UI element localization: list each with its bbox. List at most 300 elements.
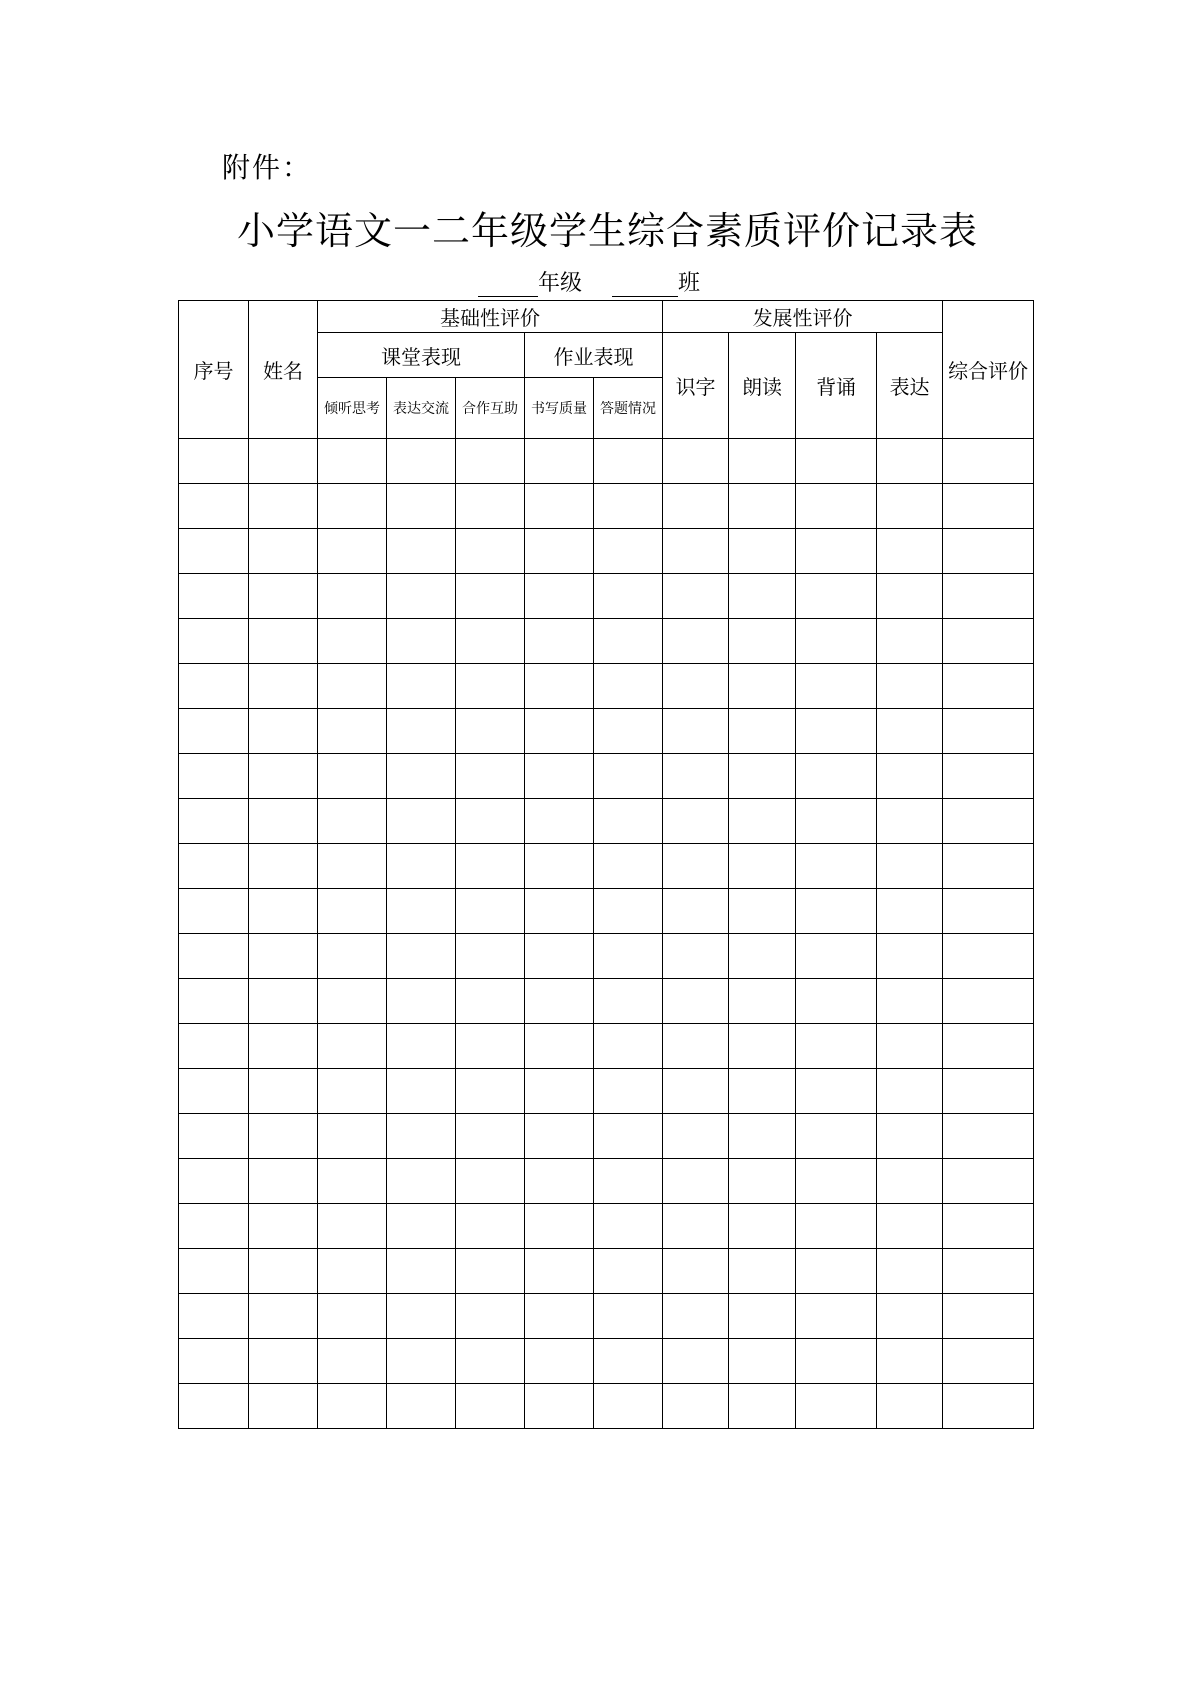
table-cell[interactable]	[877, 1114, 943, 1159]
table-cell[interactable]	[456, 439, 525, 484]
table-cell[interactable]	[456, 799, 525, 844]
table-cell[interactable]	[318, 1384, 387, 1429]
table-cell[interactable]	[663, 1294, 729, 1339]
table-row	[179, 1204, 1034, 1249]
table-cell[interactable]	[179, 1384, 249, 1429]
table-cell[interactable]	[249, 619, 318, 664]
table-cell[interactable]	[249, 1294, 318, 1339]
table-cell[interactable]	[663, 979, 729, 1024]
header-expression: 表达	[877, 333, 943, 439]
table-cell[interactable]	[796, 439, 877, 484]
table-row	[179, 754, 1034, 799]
table-cell[interactable]	[525, 1069, 594, 1114]
table-cell[interactable]	[456, 1339, 525, 1384]
table-cell[interactable]	[877, 1159, 943, 1204]
table-cell[interactable]	[456, 529, 525, 574]
table-cell[interactable]	[387, 1159, 456, 1204]
table-cell[interactable]	[249, 889, 318, 934]
table-cell[interactable]	[663, 664, 729, 709]
table-cell[interactable]	[877, 979, 943, 1024]
table-cell[interactable]	[796, 574, 877, 619]
table-cell[interactable]	[663, 1159, 729, 1204]
table-cell[interactable]	[179, 889, 249, 934]
table-cell[interactable]	[943, 619, 1034, 664]
table-cell[interactable]	[179, 439, 249, 484]
table-cell[interactable]	[943, 799, 1034, 844]
table-cell[interactable]	[249, 754, 318, 799]
table-cell[interactable]	[729, 1069, 796, 1114]
table-cell[interactable]	[796, 1294, 877, 1339]
table-cell[interactable]	[594, 1114, 663, 1159]
table-cell[interactable]	[525, 1024, 594, 1069]
class-suffix: 班	[678, 271, 701, 296]
table-cell[interactable]	[877, 1204, 943, 1249]
table-cell[interactable]	[594, 574, 663, 619]
table-cell[interactable]	[594, 619, 663, 664]
table-cell[interactable]	[179, 574, 249, 619]
table-cell[interactable]	[387, 979, 456, 1024]
table-cell[interactable]	[387, 754, 456, 799]
table-cell[interactable]	[456, 709, 525, 754]
table-cell[interactable]	[387, 619, 456, 664]
table-cell[interactable]	[456, 1159, 525, 1204]
table-cell[interactable]	[525, 1249, 594, 1294]
table-cell[interactable]	[387, 1069, 456, 1114]
table-cell[interactable]	[796, 1384, 877, 1429]
table-cell[interactable]	[594, 1159, 663, 1204]
table-row	[179, 799, 1034, 844]
table-cell[interactable]	[729, 1294, 796, 1339]
table-cell[interactable]	[594, 709, 663, 754]
table-cell[interactable]	[525, 709, 594, 754]
table-cell[interactable]	[943, 1069, 1034, 1114]
table-cell[interactable]	[179, 1024, 249, 1069]
table-cell[interactable]	[594, 1249, 663, 1294]
table-cell[interactable]	[729, 1159, 796, 1204]
table-cell[interactable]	[456, 1024, 525, 1069]
table-cell[interactable]	[456, 1204, 525, 1249]
table-cell[interactable]	[387, 799, 456, 844]
table-cell[interactable]	[877, 754, 943, 799]
table-cell[interactable]	[318, 1249, 387, 1294]
table-cell[interactable]	[796, 1114, 877, 1159]
table-cell[interactable]	[387, 889, 456, 934]
table-cell[interactable]	[594, 754, 663, 799]
table-cell[interactable]	[249, 709, 318, 754]
table-cell[interactable]	[456, 484, 525, 529]
table-cell[interactable]	[729, 799, 796, 844]
table-cell[interactable]	[525, 1114, 594, 1159]
table-row	[179, 1114, 1034, 1159]
table-cell[interactable]	[877, 889, 943, 934]
table-cell[interactable]	[249, 574, 318, 619]
table-cell[interactable]	[663, 799, 729, 844]
table-cell[interactable]	[387, 1294, 456, 1339]
table-cell[interactable]	[663, 1249, 729, 1294]
table-cell[interactable]	[318, 1159, 387, 1204]
table-cell[interactable]	[387, 1249, 456, 1294]
table-cell[interactable]	[456, 619, 525, 664]
table-cell[interactable]	[318, 1024, 387, 1069]
table-cell[interactable]	[796, 1024, 877, 1069]
table-cell[interactable]	[796, 844, 877, 889]
table-cell[interactable]	[729, 439, 796, 484]
table-cell[interactable]	[663, 619, 729, 664]
table-cell[interactable]	[663, 574, 729, 619]
table-cell[interactable]	[796, 709, 877, 754]
table-cell[interactable]	[796, 664, 877, 709]
grade-suffix: 年级	[538, 271, 583, 296]
table-cell[interactable]	[796, 799, 877, 844]
table-cell[interactable]	[249, 1159, 318, 1204]
table-cell[interactable]	[179, 709, 249, 754]
table-cell[interactable]	[877, 1249, 943, 1294]
table-cell[interactable]	[729, 934, 796, 979]
table-cell[interactable]	[318, 889, 387, 934]
table-cell[interactable]	[663, 1204, 729, 1249]
table-cell[interactable]	[729, 574, 796, 619]
table-cell[interactable]	[943, 574, 1034, 619]
table-cell[interactable]	[179, 934, 249, 979]
table-cell[interactable]	[729, 754, 796, 799]
table-cell[interactable]	[663, 889, 729, 934]
table-cell[interactable]	[249, 664, 318, 709]
table-cell[interactable]	[249, 1024, 318, 1069]
table-cell[interactable]	[249, 799, 318, 844]
table-cell[interactable]	[525, 1204, 594, 1249]
table-cell[interactable]	[525, 1159, 594, 1204]
table-cell[interactable]	[179, 754, 249, 799]
table-cell[interactable]	[179, 1339, 249, 1384]
table-cell[interactable]	[456, 754, 525, 799]
table-cell[interactable]	[943, 1249, 1034, 1294]
table-cell[interactable]	[249, 844, 318, 889]
table-cell[interactable]	[729, 844, 796, 889]
table-cell[interactable]	[456, 664, 525, 709]
table-cell[interactable]	[663, 439, 729, 484]
table-cell[interactable]	[318, 664, 387, 709]
table-cell[interactable]	[877, 844, 943, 889]
table-cell[interactable]	[179, 1204, 249, 1249]
table-cell[interactable]	[249, 934, 318, 979]
table-row	[179, 484, 1034, 529]
table-cell[interactable]	[387, 1114, 456, 1159]
table-row	[179, 1069, 1034, 1114]
table-cell[interactable]	[456, 1249, 525, 1294]
table-cell[interactable]	[249, 1069, 318, 1114]
table-cell[interactable]	[456, 934, 525, 979]
header-basic-eval: 基础性评价	[318, 301, 663, 333]
header-homework-performance: 作业表现	[525, 333, 663, 378]
table-row	[179, 934, 1034, 979]
table-cell[interactable]	[179, 1249, 249, 1294]
table-cell[interactable]	[796, 934, 877, 979]
table-cell[interactable]	[943, 1159, 1034, 1204]
table-cell[interactable]	[796, 979, 877, 1024]
table-cell[interactable]	[387, 574, 456, 619]
table-cell[interactable]	[943, 1339, 1034, 1384]
table-cell[interactable]	[663, 1114, 729, 1159]
table-cell[interactable]	[594, 1339, 663, 1384]
table-cell[interactable]	[318, 529, 387, 574]
table-cell[interactable]	[318, 934, 387, 979]
table-cell[interactable]	[318, 754, 387, 799]
table-cell[interactable]	[318, 1114, 387, 1159]
table-cell[interactable]	[796, 529, 877, 574]
table-cell[interactable]	[387, 664, 456, 709]
table-cell[interactable]	[663, 844, 729, 889]
grade-class-line	[478, 267, 700, 297]
table-cell[interactable]	[249, 1249, 318, 1294]
table-cell[interactable]	[525, 574, 594, 619]
table-cell[interactable]	[179, 979, 249, 1024]
table-cell[interactable]	[877, 439, 943, 484]
table-cell[interactable]	[179, 844, 249, 889]
table-cell[interactable]	[318, 799, 387, 844]
table-cell[interactable]	[318, 1294, 387, 1339]
table-cell[interactable]	[456, 889, 525, 934]
table-cell[interactable]	[249, 1204, 318, 1249]
table-cell[interactable]	[796, 1069, 877, 1114]
table-cell[interactable]	[663, 529, 729, 574]
table-cell[interactable]	[663, 1069, 729, 1114]
table-cell[interactable]	[456, 574, 525, 619]
table-cell[interactable]	[387, 934, 456, 979]
table-cell[interactable]	[525, 1294, 594, 1339]
table-cell[interactable]	[663, 1384, 729, 1429]
table-cell[interactable]	[525, 979, 594, 1024]
table-cell[interactable]	[796, 889, 877, 934]
table-cell[interactable]	[729, 619, 796, 664]
table-cell[interactable]	[318, 619, 387, 664]
table-cell[interactable]	[594, 529, 663, 574]
table-cell[interactable]	[249, 1384, 318, 1429]
table-cell[interactable]	[729, 1384, 796, 1429]
table-cell[interactable]	[525, 799, 594, 844]
table-cell[interactable]	[943, 844, 1034, 889]
table-cell[interactable]	[943, 1024, 1034, 1069]
table-cell[interactable]	[318, 1204, 387, 1249]
table-cell[interactable]	[943, 979, 1034, 1024]
table-cell[interactable]	[249, 979, 318, 1024]
table-cell[interactable]	[525, 439, 594, 484]
table-cell[interactable]	[729, 484, 796, 529]
table-cell[interactable]	[877, 529, 943, 574]
table-cell[interactable]	[796, 484, 877, 529]
table-cell[interactable]	[594, 1384, 663, 1429]
table-row	[179, 844, 1034, 889]
table-cell[interactable]	[525, 889, 594, 934]
table-cell[interactable]	[729, 664, 796, 709]
header-seq: 序号	[179, 301, 249, 439]
table-cell[interactable]	[387, 1204, 456, 1249]
table-cell[interactable]	[456, 1294, 525, 1339]
table-cell[interactable]	[594, 934, 663, 979]
table-cell[interactable]	[729, 889, 796, 934]
table-cell[interactable]	[943, 889, 1034, 934]
table-cell[interactable]	[249, 1114, 318, 1159]
table-cell[interactable]	[525, 844, 594, 889]
table-row	[179, 709, 1034, 754]
table-cell[interactable]	[877, 709, 943, 754]
table-cell[interactable]	[663, 1024, 729, 1069]
table-cell[interactable]	[943, 1294, 1034, 1339]
header-communication: 表达交流	[387, 378, 456, 439]
table-cell[interactable]	[179, 1114, 249, 1159]
class-blank[interactable]	[612, 274, 678, 297]
table-cell[interactable]	[594, 1204, 663, 1249]
table-cell[interactable]	[729, 1249, 796, 1294]
table-cell[interactable]	[179, 799, 249, 844]
table-cell[interactable]	[387, 484, 456, 529]
table-cell[interactable]	[594, 889, 663, 934]
table-cell[interactable]	[318, 979, 387, 1024]
table-cell[interactable]	[663, 709, 729, 754]
table-cell[interactable]	[179, 664, 249, 709]
table-row	[179, 1294, 1034, 1339]
table-cell[interactable]	[525, 754, 594, 799]
table-row	[179, 619, 1034, 664]
header-answers: 答题情况	[594, 378, 663, 439]
table-cell[interactable]	[877, 574, 943, 619]
table-cell[interactable]	[877, 664, 943, 709]
table-cell[interactable]	[729, 1204, 796, 1249]
table-cell[interactable]	[594, 799, 663, 844]
table-cell[interactable]	[594, 844, 663, 889]
table-cell[interactable]	[943, 934, 1034, 979]
table-cell[interactable]	[943, 709, 1034, 754]
table-row	[179, 574, 1034, 619]
table-cell[interactable]	[525, 1384, 594, 1429]
table-cell[interactable]	[594, 664, 663, 709]
table-cell[interactable]	[525, 529, 594, 574]
table-cell[interactable]	[456, 844, 525, 889]
table-cell[interactable]	[943, 1384, 1034, 1429]
table-cell[interactable]	[663, 934, 729, 979]
table-cell[interactable]	[249, 529, 318, 574]
table-cell[interactable]	[729, 709, 796, 754]
table-cell[interactable]	[729, 979, 796, 1024]
table-cell[interactable]	[943, 439, 1034, 484]
table-cell[interactable]	[877, 1294, 943, 1339]
table-cell[interactable]	[594, 1294, 663, 1339]
header-reading: 朗读	[729, 333, 796, 439]
table-cell[interactable]	[387, 439, 456, 484]
table-cell[interactable]	[877, 619, 943, 664]
table-row	[179, 664, 1034, 709]
table-cell[interactable]	[318, 1069, 387, 1114]
header-name: 姓名	[249, 301, 318, 439]
table-cell[interactable]	[943, 754, 1034, 799]
table-row	[179, 1159, 1034, 1204]
table-cell[interactable]	[877, 484, 943, 529]
table-row	[179, 1339, 1034, 1384]
table-cell[interactable]	[249, 1339, 318, 1384]
table-cell[interactable]	[525, 664, 594, 709]
table-cell[interactable]	[594, 1069, 663, 1114]
table-cell[interactable]	[594, 484, 663, 529]
table-cell[interactable]	[249, 439, 318, 484]
table-cell[interactable]	[943, 529, 1034, 574]
table-cell[interactable]	[663, 754, 729, 799]
table-cell[interactable]	[796, 1339, 877, 1384]
table-row	[179, 1249, 1034, 1294]
table-cell[interactable]	[877, 934, 943, 979]
header-class-performance: 课堂表现	[318, 333, 525, 378]
table-cell[interactable]	[318, 709, 387, 754]
table-cell[interactable]	[796, 1204, 877, 1249]
table-cell[interactable]	[943, 1114, 1034, 1159]
table-cell[interactable]	[179, 1294, 249, 1339]
table-cell[interactable]	[943, 1204, 1034, 1249]
table-cell[interactable]	[594, 439, 663, 484]
table-cell[interactable]	[594, 1024, 663, 1069]
table-cell[interactable]	[525, 484, 594, 529]
table-cell[interactable]	[179, 1069, 249, 1114]
table-cell[interactable]	[179, 529, 249, 574]
table-cell[interactable]	[456, 1069, 525, 1114]
table-cell[interactable]	[318, 484, 387, 529]
table-cell[interactable]	[456, 979, 525, 1024]
table-cell[interactable]	[729, 1024, 796, 1069]
header-cooperation: 合作互助	[456, 378, 525, 439]
table-cell[interactable]	[249, 484, 318, 529]
table-cell[interactable]	[387, 529, 456, 574]
table-cell[interactable]	[318, 439, 387, 484]
table-cell[interactable]	[877, 799, 943, 844]
table-row	[179, 889, 1034, 934]
table-cell[interactable]	[796, 619, 877, 664]
table-cell[interactable]	[729, 1339, 796, 1384]
table-cell[interactable]	[525, 1339, 594, 1384]
table-cell[interactable]	[729, 529, 796, 574]
table-cell[interactable]	[179, 484, 249, 529]
table-cell[interactable]	[387, 1339, 456, 1384]
table-cell[interactable]	[796, 1249, 877, 1294]
table-cell[interactable]	[318, 844, 387, 889]
table-cell[interactable]	[387, 709, 456, 754]
table-cell[interactable]	[387, 1024, 456, 1069]
table-cell[interactable]	[663, 484, 729, 529]
table-cell[interactable]	[877, 1339, 943, 1384]
table-cell[interactable]	[525, 934, 594, 979]
table-cell[interactable]	[943, 484, 1034, 529]
table-cell[interactable]	[456, 1384, 525, 1429]
evaluation-table	[178, 300, 1034, 1429]
table-cell[interactable]	[179, 619, 249, 664]
table-cell[interactable]	[318, 1339, 387, 1384]
table-cell[interactable]	[594, 979, 663, 1024]
table-cell[interactable]	[796, 1159, 877, 1204]
table-row	[179, 439, 1034, 484]
table-cell[interactable]	[877, 1384, 943, 1429]
table-cell[interactable]	[179, 1159, 249, 1204]
table-cell[interactable]	[387, 844, 456, 889]
grade-blank[interactable]	[478, 274, 538, 297]
table-cell[interactable]	[456, 1114, 525, 1159]
table-cell[interactable]	[943, 664, 1034, 709]
table-cell[interactable]	[663, 1339, 729, 1384]
table-cell[interactable]	[525, 619, 594, 664]
table-cell[interactable]	[318, 574, 387, 619]
table-cell[interactable]	[877, 1024, 943, 1069]
table-cell[interactable]	[387, 1384, 456, 1429]
table-row	[179, 529, 1034, 574]
table-cell[interactable]	[796, 754, 877, 799]
table-row	[179, 1024, 1034, 1069]
table-cell[interactable]	[729, 1114, 796, 1159]
table-cell[interactable]	[877, 1069, 943, 1114]
